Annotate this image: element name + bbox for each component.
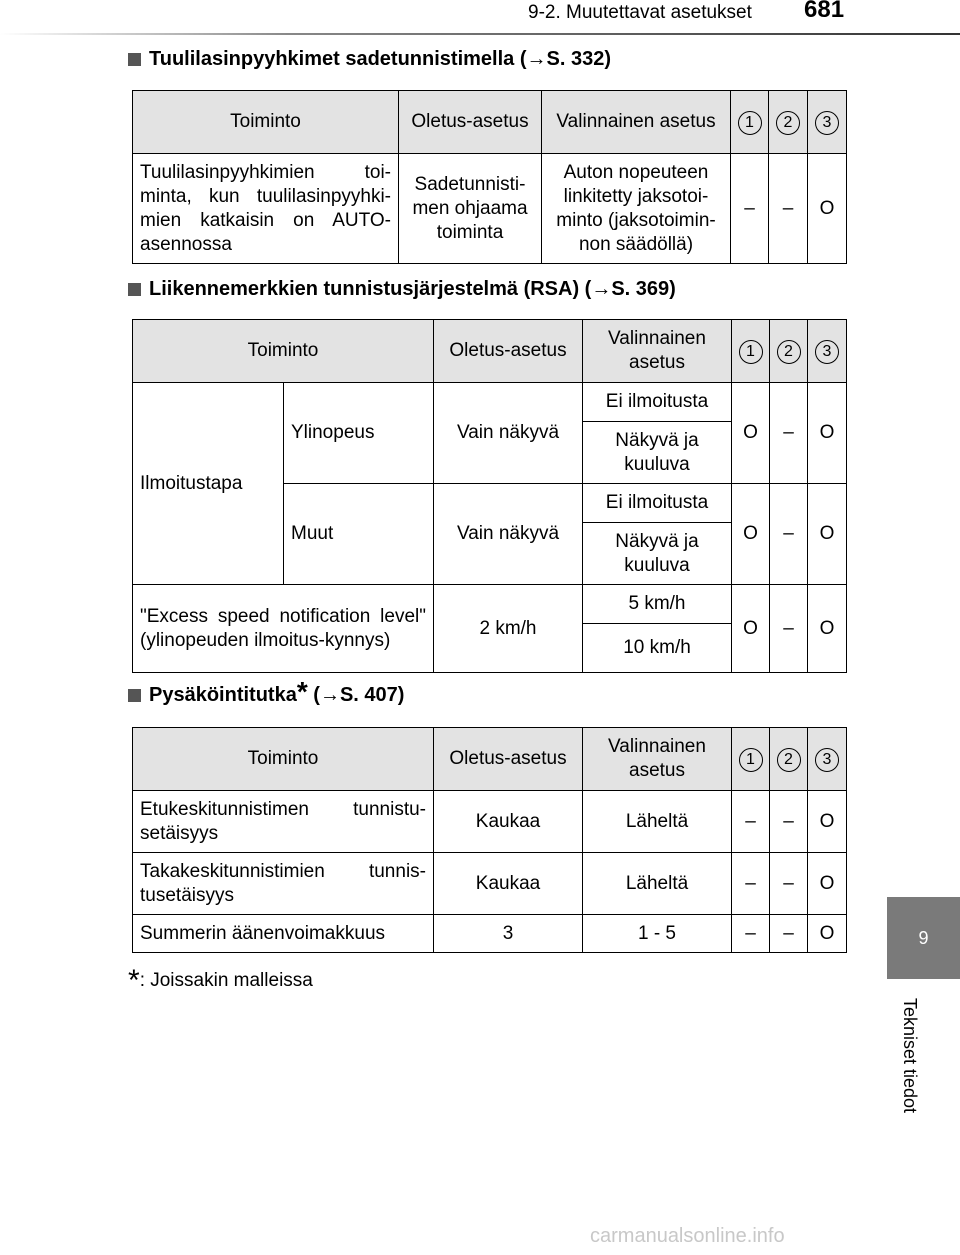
cell-default: Vain näkyvä (434, 484, 583, 585)
cell-default: 3 (434, 915, 583, 953)
chapter-label-container (880, 985, 940, 1125)
cell-optional: Läheltä (583, 791, 732, 853)
header-rule (0, 33, 960, 35)
cell-optional: 1 - 5 (583, 915, 732, 953)
section-heading-rsa (128, 278, 676, 301)
footnote (128, 960, 313, 997)
column-header-function: Toiminto (133, 91, 399, 154)
cell-c3: O (808, 383, 847, 484)
circled-2-icon: 2 (777, 748, 801, 772)
table-row (133, 154, 847, 264)
watermark: carmanualsonline.info (590, 1225, 785, 1247)
column-header-1 (731, 91, 769, 154)
cell-c3: O (808, 791, 847, 853)
cell-sub-label: Muut (284, 484, 434, 585)
circled-2-icon: 2 (776, 111, 800, 135)
section-title: Pysäköintitutka (149, 684, 297, 706)
cell-c1: – (732, 853, 770, 915)
section-heading-parking: Pysäköintitutka * ( → S. 407) (128, 684, 404, 707)
chapter-label: Tekniset tiedot (900, 997, 921, 1113)
circled-1-icon: 1 (738, 111, 762, 135)
circled-3-icon: 3 (815, 111, 839, 135)
column-header-1 (732, 728, 770, 791)
paren: ( (307, 684, 320, 706)
page-reference: S. 407) (339, 684, 405, 706)
circled-1-icon: 1 (739, 340, 763, 364)
column-header-default: Oletus-asetus (434, 728, 583, 791)
table-row (133, 915, 847, 953)
footnote-text: : Joissakin malleissa (139, 970, 313, 991)
cell-optional: Auton nopeuteen linkitetty jaksotoi-minto (jaksotoimin-non säädöllä) (542, 154, 731, 264)
page-reference: S. 332) (546, 48, 611, 70)
cell-c1: O (732, 585, 770, 673)
section-heading-wipers (128, 48, 611, 71)
table-row (133, 585, 847, 624)
cell-c3: O (808, 484, 847, 585)
cell-option: 5 km/h (583, 585, 732, 624)
cell-default: Kaukaa (434, 791, 583, 853)
cell-c3: O (808, 154, 847, 264)
arrow-right-icon: → (591, 278, 612, 300)
page-reference: S. 369) (611, 278, 676, 300)
running-header-title: 9-2. Muutettavat asetukset (528, 2, 752, 23)
cell-c3: O (808, 585, 847, 673)
column-header-3 (808, 320, 847, 383)
column-header-2 (770, 728, 808, 791)
cell-c2: – (770, 915, 808, 953)
chapter-number: 9 (918, 927, 929, 948)
column-header-optional: Valinnainen asetus (583, 320, 732, 383)
cell-c3: O (808, 853, 847, 915)
cell-option: Näkyvä ja kuuluva (583, 523, 732, 585)
table-header-row (133, 91, 847, 154)
parking-settings-table (132, 727, 847, 953)
cell-c2: – (770, 791, 808, 853)
cell-default: Kaukaa (434, 853, 583, 915)
arrow-right-icon: → (526, 48, 547, 70)
circled-3-icon: 3 (815, 748, 839, 772)
arrow-right-icon: → (319, 684, 340, 706)
column-header-optional: Valinnainen asetus (542, 91, 731, 154)
cell-option: Ei ilmoitusta (583, 484, 732, 523)
circled-3-icon: 3 (815, 340, 839, 364)
cell-option: Näkyvä ja kuuluva (583, 422, 732, 484)
column-header-default: Oletus-asetus (399, 91, 542, 154)
table-header-row (133, 728, 847, 791)
chapter-tab (887, 897, 960, 979)
section-title: Liikennemerkkien tunnistusjärjestelmä (RSA) ( (149, 278, 592, 300)
cell-c2: – (770, 585, 808, 673)
column-header-optional: Valinnainen asetus (583, 728, 732, 791)
rsa-settings-table (132, 319, 847, 673)
cell-c1: – (732, 791, 770, 853)
table-row (133, 853, 847, 915)
cell-function: Etukeskitunnistimen tunnistu-setäisyys (133, 791, 434, 853)
cell-c2: – (770, 853, 808, 915)
square-bullet-icon (128, 53, 141, 66)
cell-function: Tuulilasinpyyhkimien toi-minta, kun tuulilasinpyyhki-mien katkaisin on AUTO-asennossa (133, 154, 399, 264)
cell-optional: Läheltä (583, 853, 732, 915)
cell-sub-label: Ylinopeus (284, 383, 434, 484)
column-header-3 (808, 91, 847, 154)
column-header-3 (808, 728, 847, 791)
circled-1-icon: 1 (739, 748, 763, 772)
table-header-row (133, 320, 847, 383)
asterisk-mark: * (128, 964, 140, 997)
section-title: Tuulilasinpyyhkimet sadetunnistimella ( (149, 48, 527, 70)
column-header-function: Toiminto (133, 320, 434, 383)
page-number: 681 (804, 0, 845, 23)
column-header-function: Toiminto (133, 728, 434, 791)
cell-default: Sadetunnisti-men ohjaama toiminta (399, 154, 542, 264)
cell-group-label: Ilmoitustapa (133, 383, 284, 585)
column-header-2 (769, 91, 808, 154)
column-header-2 (770, 320, 808, 383)
cell-c1: O (732, 383, 770, 484)
cell-c3: O (808, 915, 847, 953)
cell-default: Vain näkyvä (434, 383, 583, 484)
square-bullet-icon (128, 689, 141, 702)
cell-c2: – (770, 383, 808, 484)
cell-function: "Excess speed notification level" (ylinopeuden ilmoitus-kynnys) (133, 585, 434, 673)
cell-function: Takakeskitunnistimien tunnis-tusetäisyys (133, 853, 434, 915)
square-bullet-icon (128, 283, 141, 296)
cell-c2: – (769, 154, 808, 264)
cell-option: 10 km/h (583, 624, 732, 673)
cell-option: Ei ilmoitusta (583, 383, 732, 422)
table-row (133, 791, 847, 853)
cell-c1: – (732, 915, 770, 953)
cell-c1: O (732, 484, 770, 585)
table-row (133, 383, 847, 422)
column-header-1 (732, 320, 770, 383)
cell-c2: – (770, 484, 808, 585)
cell-function: Summerin äänenvoimakkuus (133, 915, 434, 953)
cell-default: 2 km/h (434, 585, 583, 673)
column-header-default: Oletus-asetus (434, 320, 583, 383)
cell-c1: – (731, 154, 769, 264)
wipers-settings-table (132, 90, 847, 264)
circled-2-icon: 2 (777, 340, 801, 364)
